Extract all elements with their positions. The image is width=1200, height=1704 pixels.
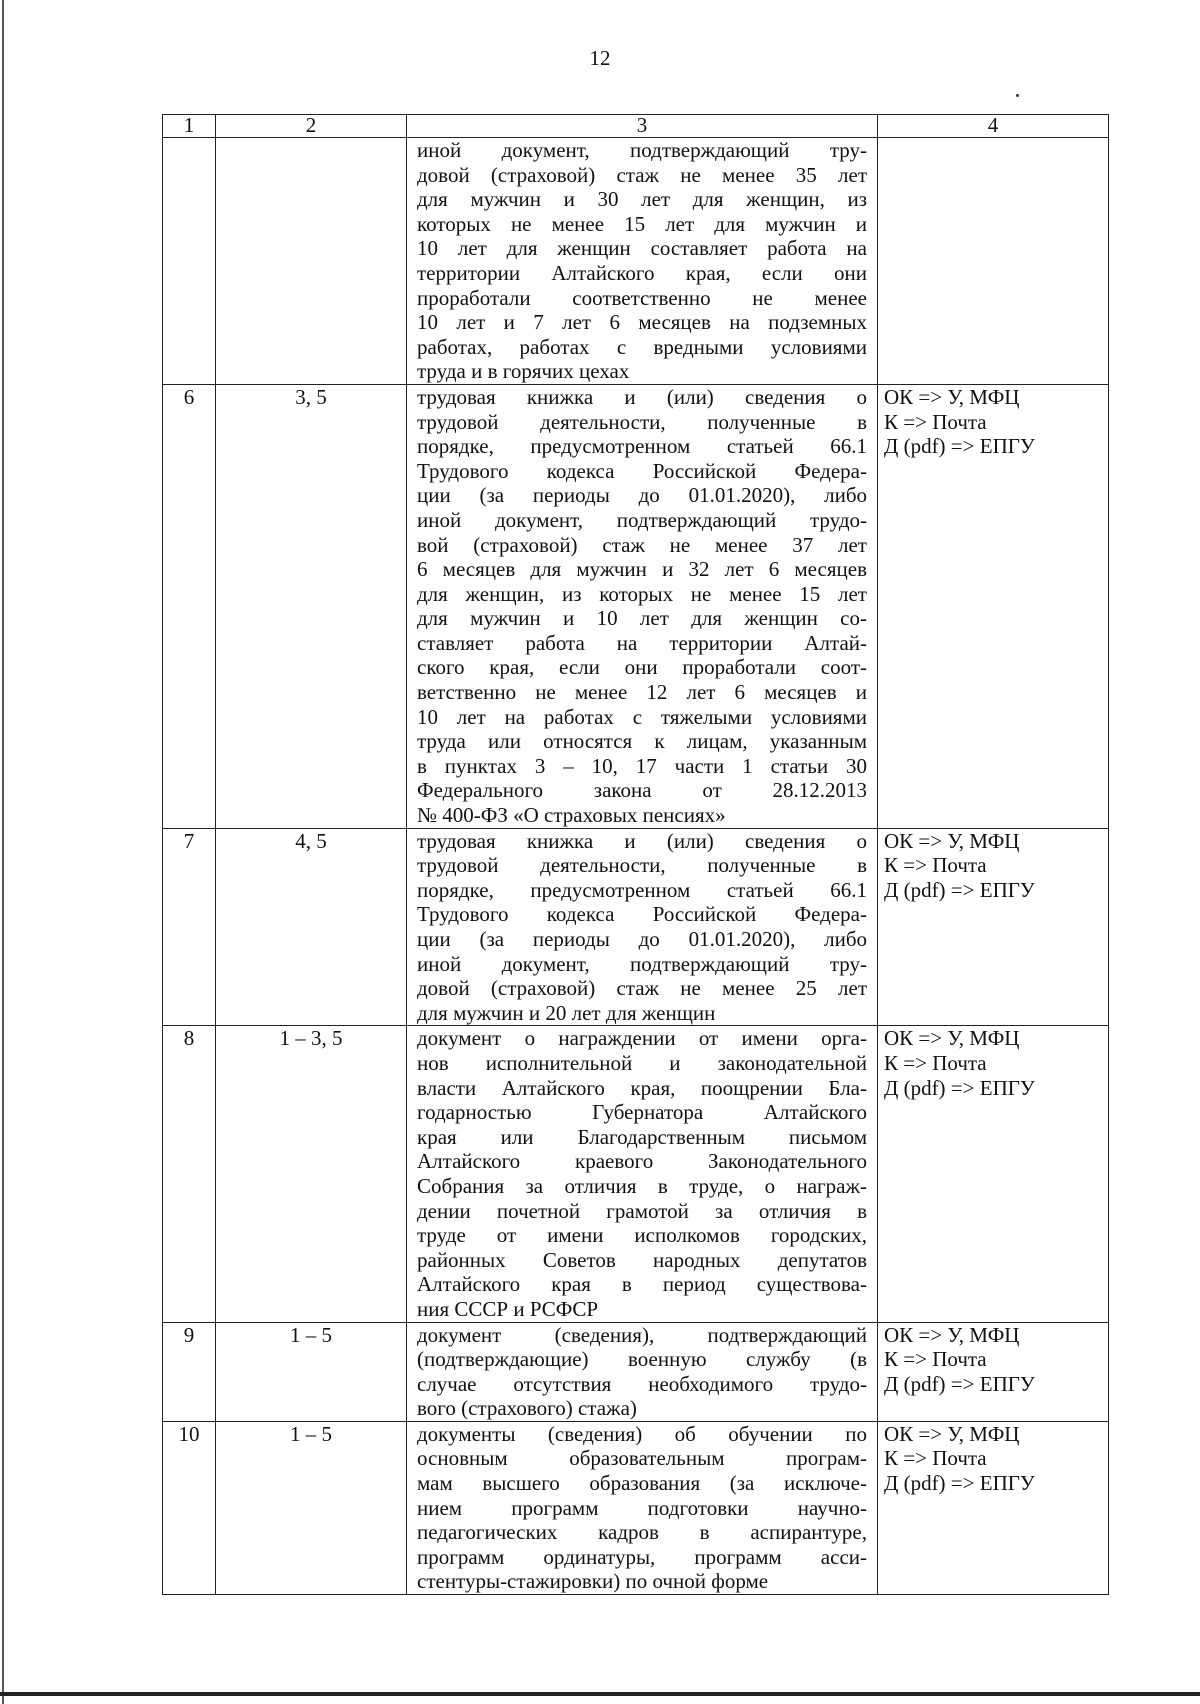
row-number-cell: 8 xyxy=(163,1026,216,1322)
description-line: власти Алтайского края, поощрении Бла- xyxy=(417,1075,867,1100)
row-number-cell: 9 xyxy=(163,1322,216,1421)
table-row xyxy=(163,138,1109,385)
description-line: мам высшего образования (за исключе- xyxy=(417,1471,867,1496)
description-line: ции (за периоды до 01.01.2020), либо xyxy=(417,483,867,508)
description-line: 10 лет и 7 лет 6 месяцев на подземных xyxy=(417,310,867,335)
channel-line: Д (pdf) => ЕПГУ xyxy=(884,877,1035,902)
description-line: документы (сведения) об обучении по xyxy=(417,1421,867,1446)
sections-cell xyxy=(216,138,407,385)
sections-cell: 3, 5 xyxy=(216,384,407,828)
channel-line: К => Почта xyxy=(884,409,987,434)
description-line: программ ординатуры, программ асси- xyxy=(417,1544,867,1569)
description-line: порядке, предусмотренном статьей 66.1 xyxy=(417,877,867,902)
submission-channels-cell xyxy=(878,1322,1109,1421)
description-line: 10 лет для женщин составляет работа на xyxy=(417,236,867,261)
channel-line: ОК => У, МФЦ xyxy=(884,1322,1020,1347)
description-line: вой (страховой) стаж не менее 37 лет xyxy=(417,532,867,557)
description-line: для мужчин и 30 лет для женщин, из xyxy=(417,187,867,212)
document-description-cell xyxy=(407,138,878,385)
submission-channels-cell xyxy=(878,828,1109,1026)
description-line: основным образовательным програм- xyxy=(417,1446,867,1471)
channel-line: К => Почта xyxy=(884,1050,987,1075)
description-line: иной документ, подтверждающий тру- xyxy=(417,951,867,976)
document-description-cell xyxy=(407,828,878,1026)
sections-cell: 1 – 5 xyxy=(216,1421,407,1594)
description-line: проработали соответственно не менее xyxy=(417,285,867,310)
channel-line: К => Почта xyxy=(884,1446,987,1471)
description-line: районных Советов народных депутатов xyxy=(417,1247,867,1272)
row-number-cell: 6 xyxy=(163,384,216,828)
document-description-cell xyxy=(407,384,878,828)
description-line: (подтверждающие) военную службу (в xyxy=(417,1347,867,1372)
description-line: Трудового кодекса Российской Федера- xyxy=(417,458,867,483)
submission-channels-cell xyxy=(878,1026,1109,1322)
description-line: 10 лет на работах с тяжелыми условиями xyxy=(417,704,867,729)
sections-cell: 1 – 3, 5 xyxy=(216,1026,407,1322)
description-line: ветственно не менее 12 лет 6 месяцев и xyxy=(417,680,867,705)
header-cell-1: 1 xyxy=(163,115,216,138)
document-table xyxy=(162,114,1109,1595)
description-line: стентуры-стажировки) по очной форме xyxy=(417,1569,769,1594)
description-line: вого (страхового) стажа) xyxy=(417,1396,637,1421)
document-description-cell xyxy=(407,1322,878,1421)
description-line: труда или относятся к лицам, указанным xyxy=(417,729,867,754)
description-line: трудовая книжка и (или) сведения о xyxy=(417,384,867,409)
submission-channels-cell xyxy=(878,138,1109,385)
channel-line: Д (pdf) => ЕПГУ xyxy=(884,434,1035,459)
description-line: нов исполнительной и законодательной xyxy=(417,1050,867,1075)
description-line: Алтайского краевого Законодательного xyxy=(417,1149,867,1174)
description-line: территории Алтайского края, если они xyxy=(417,260,867,285)
table-row xyxy=(163,1322,1109,1421)
description-line: ского края, если они проработали соот- xyxy=(417,655,867,680)
description-line: случае отсутствия необходимого трудо- xyxy=(417,1371,867,1396)
description-line: годарностью Губернатора Алтайского xyxy=(417,1100,867,1125)
description-line: ции (за периоды до 01.01.2020), либо xyxy=(417,927,867,951)
description-line: довой (страховой) стаж не менее 35 лет xyxy=(417,162,867,187)
sections-cell: 4, 5 xyxy=(216,828,407,1026)
table-header-row xyxy=(163,115,1109,138)
row-number-cell: 10 xyxy=(163,1421,216,1594)
description-line: Трудового кодекса Российской Федера- xyxy=(417,902,867,927)
channel-line: ОК => У, МФЦ xyxy=(884,828,1020,853)
sections-cell: 1 – 5 xyxy=(216,1322,407,1421)
description-line: ния СССР и РСФСР xyxy=(417,1296,599,1321)
description-line: порядке, предусмотренном статьей 66.1 xyxy=(417,434,867,459)
description-line: в пунктах 3 – 10, 17 части 1 статьи 30 xyxy=(417,753,867,778)
row-number-cell xyxy=(163,138,216,385)
description-line: документ (сведения), подтверждающий xyxy=(417,1322,867,1347)
table-row xyxy=(163,384,1109,828)
scan-dot xyxy=(1016,94,1019,97)
channel-line: ОК => У, МФЦ xyxy=(884,1421,1020,1446)
description-line: Собрания за отличия в труде, о награж- xyxy=(417,1173,867,1198)
description-line: труда и в горячих цехах xyxy=(417,359,630,384)
table-body xyxy=(163,115,1109,1595)
description-line: Алтайского края в период существова- xyxy=(417,1272,867,1297)
channel-line: Д (pdf) => ЕПГУ xyxy=(884,1371,1035,1396)
description-line: для мужчин и 20 лет для женщин xyxy=(417,1000,716,1025)
channel-line: ОК => У, МФЦ xyxy=(884,384,1020,409)
channel-line: Д (pdf) => ЕПГУ xyxy=(884,1075,1035,1100)
description-line: работах, работах с вредными условиями xyxy=(417,334,867,359)
description-line: труде от имени исполкомов городских, xyxy=(417,1223,867,1248)
page-number: 12 xyxy=(589,46,611,70)
description-line: трудовая книжка и (или) сведения о xyxy=(417,828,867,853)
table-row xyxy=(163,828,1109,1026)
description-line: довой (страховой) стаж не менее 25 лет xyxy=(417,976,867,1001)
description-line: № 400-ФЗ «О страховых пенсиях» xyxy=(417,803,726,828)
description-line: которых не менее 15 лет для мужчин и xyxy=(417,211,867,236)
description-line: иной документ, подтверждающий трудо- xyxy=(417,507,867,532)
description-line: нием программ подготовки научно- xyxy=(417,1495,867,1520)
table-row xyxy=(163,1421,1109,1594)
document-description-cell xyxy=(407,1026,878,1322)
description-line: 6 месяцев для мужчин и 32 лет 6 месяцев xyxy=(417,557,867,582)
header-cell-3: 3 xyxy=(407,115,878,138)
description-line: документ о награждении от имени орга- xyxy=(417,1026,867,1051)
description-line: трудовой деятельности, полученные в xyxy=(417,853,867,878)
description-line: края или Благодарственным письмом xyxy=(417,1124,867,1149)
document-description-cell xyxy=(407,1421,878,1594)
scan-bottom-edge xyxy=(0,1692,1200,1696)
description-line: ставляет работа на территории Алтай- xyxy=(417,630,867,655)
row-number-cell: 7 xyxy=(163,828,216,1026)
table-row xyxy=(163,1026,1109,1322)
description-line: иной документ, подтверждающий тру- xyxy=(417,138,867,162)
header-cell-2: 2 xyxy=(216,115,407,138)
scan-left-edge xyxy=(2,0,4,1704)
channel-line: К => Почта xyxy=(884,853,987,878)
description-line: для женщин, из которых не менее 15 лет xyxy=(417,581,867,606)
description-line: Федерального закона от 28.12.2013 xyxy=(417,778,867,803)
description-line: педагогических кадров в аспирантуре, xyxy=(417,1520,867,1545)
channel-line: ОК => У, МФЦ xyxy=(884,1026,1020,1051)
description-line: для мужчин и 10 лет для женщин со- xyxy=(417,606,867,631)
submission-channels-cell xyxy=(878,1421,1109,1594)
description-line: трудовой деятельности, полученные в xyxy=(417,409,867,434)
description-line: дении почетной грамотой за отличия в xyxy=(417,1198,867,1223)
channel-line: Д (pdf) => ЕПГУ xyxy=(884,1471,1035,1496)
submission-channels-cell xyxy=(878,384,1109,828)
channel-line: К => Почта xyxy=(884,1347,987,1372)
header-cell-4: 4 xyxy=(878,115,1109,138)
